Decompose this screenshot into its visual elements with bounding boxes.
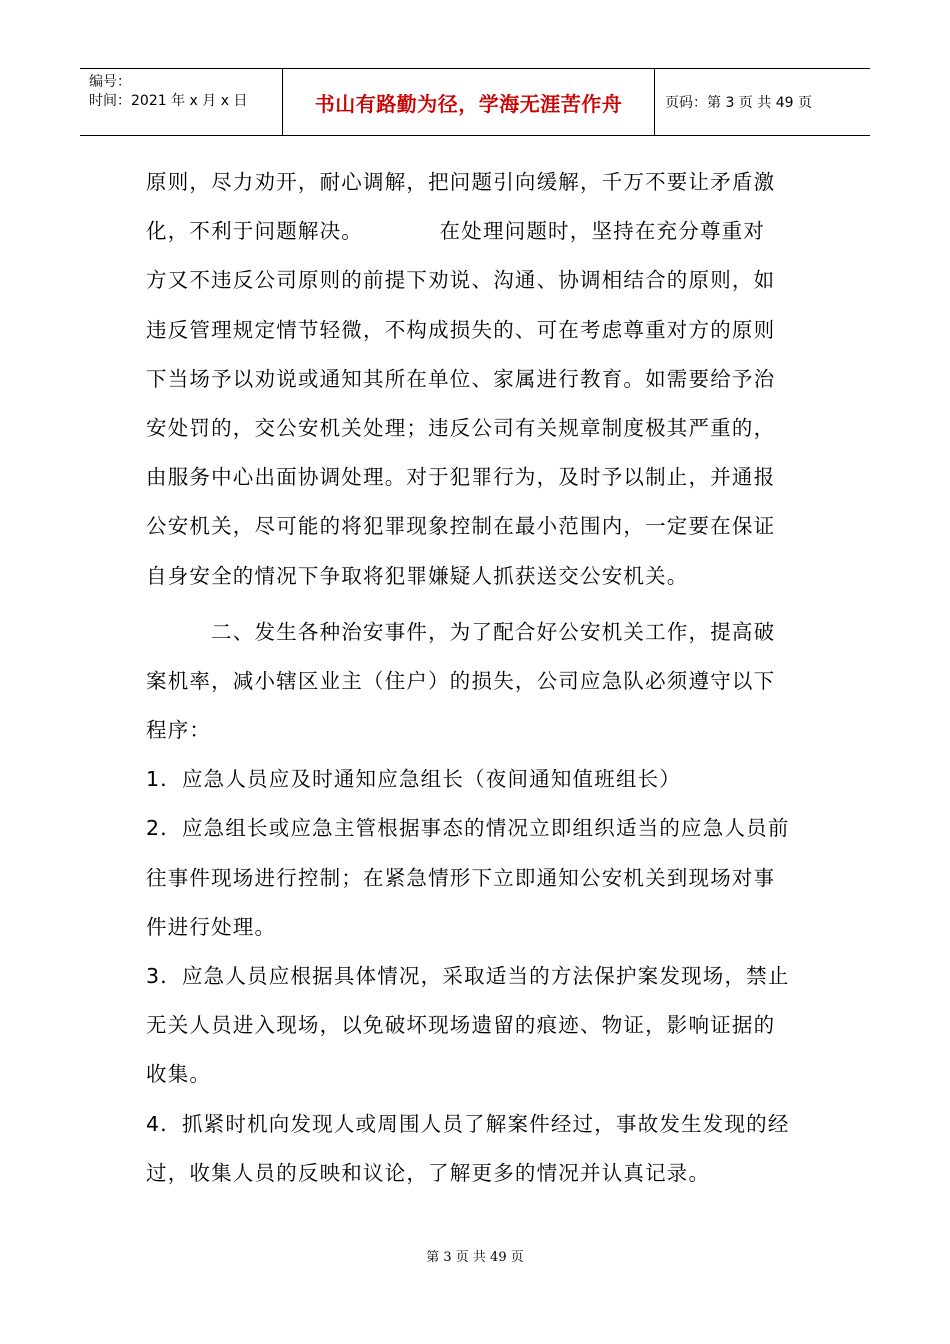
header-motto-cell xyxy=(283,69,655,135)
text-line: 过，收集人员的反映和议论，了解更多的情况并认真记录。 xyxy=(146,1160,711,1185)
text-line: 案机率，减小辖区业主（住户）的损失，公司应急队必须遵守以下 xyxy=(146,668,776,693)
text-line: 公安机关，尽可能的将犯罪现象控制在最小范围内，一定要在保证 xyxy=(146,514,776,539)
text-line: 3．应急人员应根据具体情况，采取适当的方法保护案发现场，禁止 xyxy=(146,964,790,988)
date-label: 时间：2021 年 x 月 x 日 xyxy=(89,93,248,109)
text-line: 程序： xyxy=(146,718,212,743)
document-body xyxy=(146,158,808,1198)
text-line: 4．抓紧时机向发现人或周围人员了解案件经过，事故发生发现的经 xyxy=(146,1111,790,1136)
motto-text: 书山有路勤为径，学海无涯苦作舟 xyxy=(314,91,623,116)
serial-number-label: 编号： xyxy=(89,74,131,90)
text-line: 方又不违反公司原则的前提下劝说、沟通、协调相结合的原则，如 xyxy=(146,268,776,293)
text-line: 化，不利于问题解决。 在处理问题时，坚持在充分尊重对 xyxy=(146,219,766,244)
page-info: 页码：第 3 页 共 49 页 xyxy=(665,95,812,111)
text-line: 由服务中心出面协调处理。对于犯罪行为，及时予以制止，并通报 xyxy=(146,465,776,490)
text-line: 下当场予以劝说或通知其所在单位、家属进行教育。如需要给予治 xyxy=(146,366,776,391)
text-line: 2．应急组长或应急主管根据事态的情况立即组织适当的应急人员前 xyxy=(146,816,790,841)
text-line: 收集。 xyxy=(146,1062,212,1087)
paragraph-gap xyxy=(146,601,808,608)
text-line: 自身安全的情况下争取将犯罪嫌疑人抓获送交公安机关。 xyxy=(146,563,689,588)
text-line: 安处罚的，交公安机关处理；违反公司有关规章制度极其严重的， xyxy=(146,415,776,440)
document-header xyxy=(80,68,870,136)
header-page-cell xyxy=(655,69,870,135)
text-line: 二、发生各种治安事件，为了配合好公安机关工作，提高破 xyxy=(146,619,776,644)
text-line: 件进行处理。 xyxy=(146,914,277,939)
page-footer: 第 3 页 共 49 页 xyxy=(426,1250,524,1265)
text-line: 原则，尽力劝开，耐心调解，把问题引向缓解，千万不要让矛盾激 xyxy=(146,170,776,194)
header-meta-cell xyxy=(80,69,283,135)
text-line: 往事件现场进行控制；在紧急情形下立即通知公安机关到现场对事 xyxy=(146,865,776,890)
text-line: 1．应急人员应及时通知应急组长（夜间通知值班组长） xyxy=(146,767,682,792)
text-line: 无关人员进入现场，以免破坏现场遗留的痕迹、物证，影响证据的 xyxy=(146,1013,776,1038)
text-line: 违反管理规定情节轻微，不构成损失的、可在考虑尊重对方的原则 xyxy=(146,317,776,342)
